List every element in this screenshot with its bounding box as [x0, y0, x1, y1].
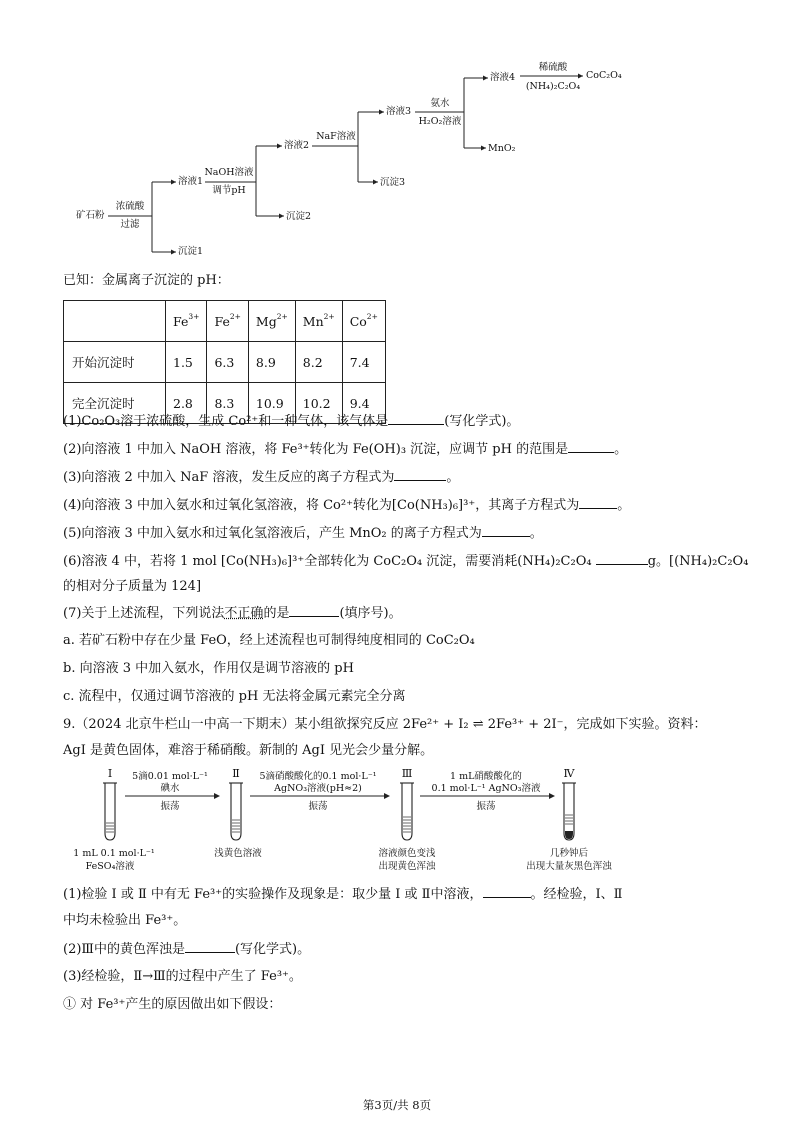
arrow3-reagent2: 0.1 mol·L⁻¹ AgNO₃溶液: [431, 783, 541, 794]
tube1-caption: 1 mL 0.1 mol·L⁻¹: [73, 848, 155, 859]
answer-blank[interactable]: [579, 496, 617, 509]
table-cell: 2.8: [166, 383, 207, 424]
flow-solution4: 溶液4: [490, 72, 516, 83]
ph-table: [63, 300, 386, 424]
table-header-row: [64, 301, 386, 342]
table-cell: 8.2: [295, 342, 342, 383]
flow-step5-reagent2: (NH₄)₂C₂O₄: [525, 81, 581, 92]
question-9-intro-line2: AgI 是黄色固体，难溶于稀硝酸。新制的 AgI 见光会少量分解。: [63, 743, 434, 758]
table-cell: 8.3: [207, 383, 248, 424]
table-header-cell: $Fe^{2+}$: [207, 301, 248, 342]
page-footer: 第3页/共 8页: [362, 1098, 432, 1112]
question-9-intro: 9.（2024 北京牛栏山一中高一下期末）某小组欲探究反应 2Fe²⁺ + I₂ ⇌ 2Fe³⁺ + 2I⁻，完成如下实验。资料：: [63, 717, 707, 732]
arrow1-reagent2: 碘水: [160, 783, 180, 794]
table-cell: 10.9: [248, 383, 295, 424]
table-row-label: 完全沉淀时: [64, 383, 166, 424]
tube-label-4: Ⅳ: [563, 767, 575, 780]
option-a: a. 若矿石粉中存在少量 FeO，经上述流程也可制得纯度相同的 CoC₂O₄: [63, 633, 475, 648]
arrow3-reagent: 1 mL硝酸酸化的: [450, 771, 522, 782]
arrow1-reagent: 5滴0.01 mol·L⁻¹: [132, 771, 208, 782]
answer-blank[interactable]: [388, 412, 444, 425]
answer-blank[interactable]: [568, 440, 614, 453]
tube3-caption2: 出现黄色浑浊: [378, 861, 436, 872]
arrow2-reagent2: AgNO₃溶液(pH≈2): [274, 783, 362, 794]
tube1-caption2: FeSO₄溶液: [85, 861, 135, 872]
table-cell: 6.3: [207, 342, 248, 383]
flow-step5-reagent: 稀硫酸: [538, 62, 568, 73]
flow-precip3: 沉淀3: [380, 177, 406, 188]
table-corner-cell: [64, 301, 166, 342]
table-cell: 9.4: [342, 383, 385, 424]
table-header-cell: $Fe^{3+}$: [166, 301, 207, 342]
flow-step4-reagent: 氨水: [430, 98, 450, 109]
q9-sub-2: (2)Ⅲ中的黄色浑浊是 (写化学式)。: [63, 942, 311, 957]
answer-blank[interactable]: [596, 552, 648, 565]
flow-solution3: 溶液3: [386, 106, 412, 117]
tube4-caption: 几秒钟后: [549, 848, 589, 859]
question-4: (4)向溶液 3 中加入氨水和过氧化氢溶液，将 Co²⁺转化为[Co(NH₃)₆]³⁺，其离子方程式为 。: [63, 498, 631, 513]
table-row: [64, 342, 386, 383]
flow-precip2: 沉淀2: [286, 211, 312, 222]
question-7: (7)关于上述流程，下列说法不正确的是 (填序号)。: [63, 606, 402, 621]
q9-sub-1: (1)检验 Ⅰ 或 Ⅱ 中有无 Fe³⁺的实验操作及现象是：取少量 Ⅰ 或 Ⅱ中溶液， 。经检验，Ⅰ、Ⅱ: [63, 887, 623, 902]
emphasis-not-correct: 不正确: [224, 606, 264, 621]
flow-solution2: 溶液2: [284, 140, 310, 151]
flow-step3-reagent: NaF溶液: [316, 131, 356, 142]
tube-label-3: Ⅲ: [401, 767, 413, 780]
flow-step1-reagent: 浓硫酸: [115, 201, 145, 212]
table-cell: 8.9: [248, 342, 295, 383]
table-header-cell: $Mg^{2+}$: [248, 301, 295, 342]
table-cell: 7.4: [342, 342, 385, 383]
q9-sub-3: (3)经检验，Ⅱ→Ⅲ的过程中产生了 Fe³⁺。: [63, 969, 302, 984]
tube-label-2: Ⅱ: [232, 767, 240, 780]
tube3-caption: 溶液颜色变浅: [378, 848, 436, 859]
question-3: (3)向溶液 2 中加入 NaF 溶液，发生反应的离子方程式为 。: [63, 470, 460, 485]
known-label: 已知：金属离子沉淀的 pH：: [63, 273, 230, 288]
flow-mno2: MnO₂: [488, 143, 516, 154]
q9-sub-1-line2: 中均未检验出 Fe³⁺。: [63, 913, 187, 928]
question-2: (2)向溶液 1 中加入 NaOH 溶液，将 Fe³⁺转化为 Fe(OH)₃ 沉淀，应调节 pH 的范围是 。: [63, 442, 628, 457]
q9-sub-3-hypothesis: ① 对 Fe³⁺产生的原因做出如下假设：: [63, 997, 282, 1012]
table-header-cell: $Mn^{2+}$: [295, 301, 342, 342]
table-header-cell: $Co^{2+}$: [342, 301, 385, 342]
option-b: b. 向溶液 3 中加入氨水，作用仅是调节溶液的 pH: [63, 661, 354, 676]
tube2-caption: 浅黄色溶液: [214, 848, 262, 859]
option-c: c. 流程中，仅通过调节溶液的 pH 无法将金属元素完全分离: [63, 689, 406, 704]
answer-blank[interactable]: [483, 885, 531, 898]
flow-step4-reagent2: H₂O₂溶液: [418, 116, 462, 127]
table-cell: 1.5: [166, 342, 207, 383]
flow-product: CoC₂O₄: [586, 70, 622, 81]
flow-precip1: 沉淀1: [178, 246, 204, 257]
flow-step2-reagent: NaOH溶液: [204, 167, 254, 178]
question-6: (6)溶液 4 中，若将 1 mol [Co(NH₃)₆]³⁺全部转化为 CoC₂O₄ 沉淀，需要消耗(NH₄)₂C₂O₄ g。[(NH₄)₂C₂O₄: [63, 554, 749, 569]
question-1: (1)Co₂O₃溶于浓硫酸，生成 Co²⁺和一种气体，该气体是 (写化学式)。: [63, 414, 520, 429]
answer-blank[interactable]: [482, 524, 530, 537]
arrow2-reagent: 5滴硝酸酸化的0.1 mol·L⁻¹: [259, 771, 377, 782]
tube4-caption2: 出现大量灰黑色浑浊: [526, 861, 612, 872]
question-5: (5)向溶液 3 中加入氨水和过氧化氢溶液后，产生 MnO₂ 的离子方程式为 。: [63, 526, 543, 541]
arrow2-operation: 振荡: [308, 801, 328, 812]
flow-step2-operation: 调节pH: [212, 185, 246, 196]
flow-start: 矿石粉: [76, 210, 105, 221]
flow-solution1: 溶液1: [178, 176, 204, 187]
tube-label-1: Ⅰ: [107, 767, 113, 780]
question-6-line2: 的相对分子质量为 124]: [63, 579, 202, 594]
answer-blank[interactable]: [289, 604, 339, 617]
table-cell: 10.2: [295, 383, 342, 424]
arrow1-operation: 振荡: [160, 801, 180, 812]
answer-blank[interactable]: [185, 940, 235, 953]
arrow3-operation: 振荡: [476, 801, 496, 812]
flow-step1-operation: 过滤: [120, 219, 140, 230]
answer-blank[interactable]: [394, 468, 446, 481]
table-row-label: 开始沉淀时: [64, 342, 166, 383]
